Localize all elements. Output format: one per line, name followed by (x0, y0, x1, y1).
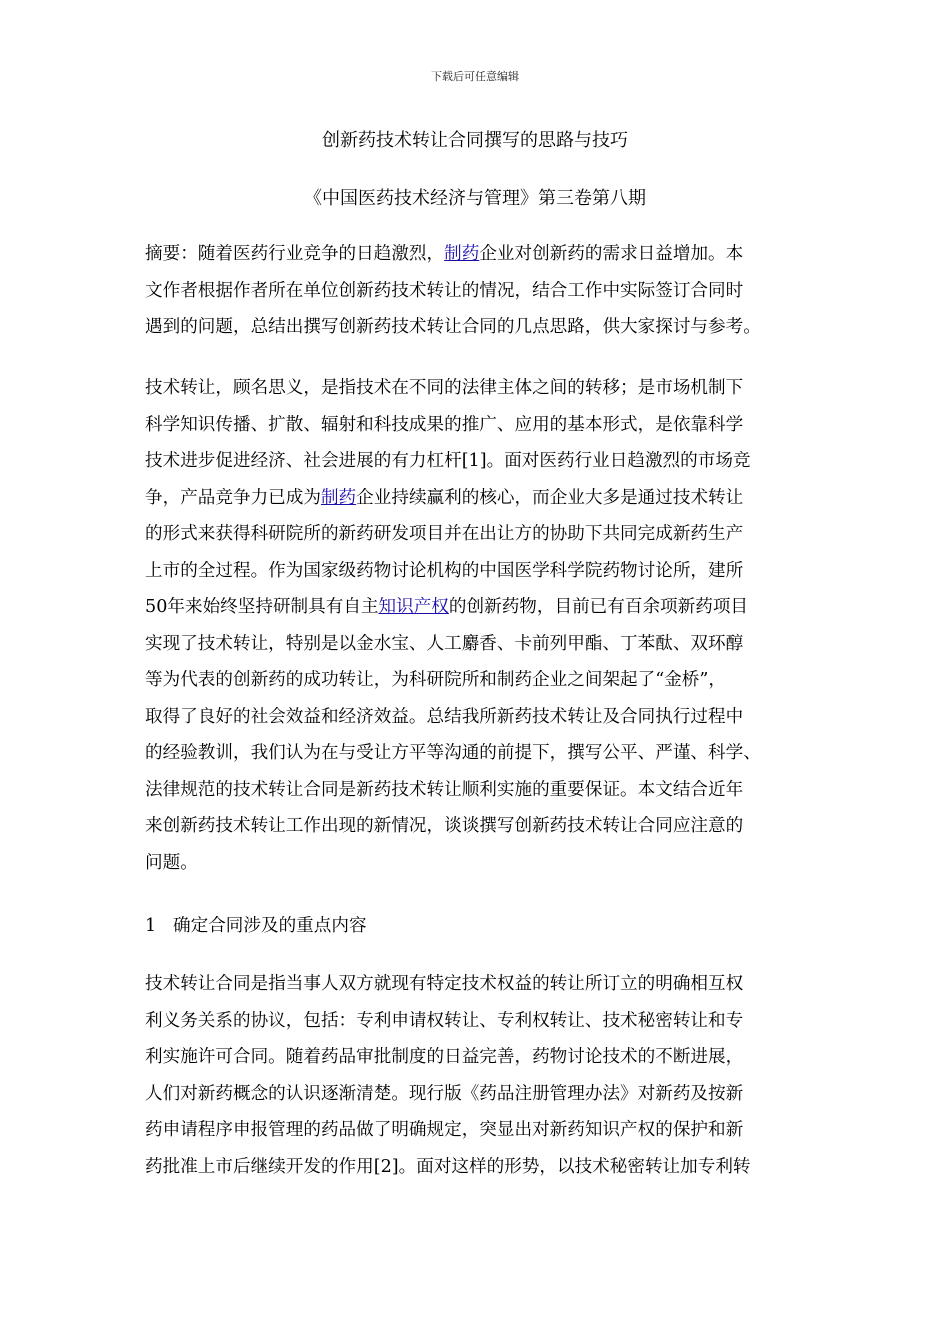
paragraph-line: 上市的全过程。作为国家级药物讨论机构的中国医学科学院药物讨论所，建所 (145, 560, 744, 581)
text-run: 摘要：随着医药行业竞争的日趋激烈， (145, 244, 445, 264)
body-paragraph-2 (145, 966, 813, 1185)
body-paragraph-1 (145, 370, 813, 881)
abstract-line: 文作者根据作者所在单位创新药技术转让的情况，结合工作中实际签订合同时 (145, 280, 744, 301)
abstract-line (145, 236, 813, 273)
paragraph-line: 技术转让合同是指当事人双方就现有特定技术权益的转让所订立的明确相互权 (145, 974, 744, 994)
paragraph-line (145, 480, 813, 517)
paragraph-line: 的经验教训，我们认为在与受让方平等沟通的前提下，撰写公平、严谨、科学、 (145, 743, 761, 763)
paragraph-line: 来创新药技术转让工作出现的新情况，谈谈撰写创新药技术转让合同应注意的 (145, 816, 744, 836)
header-note: 下载后可任意编辑 (431, 70, 519, 83)
section-number: 1 (145, 916, 157, 936)
section-title: 确定合同涉及的重点内容 (173, 916, 367, 936)
paragraph-line: 科学知识传播、扩散、辐射和科技成果的推广、应用的基本形式，是依靠科学 (145, 414, 744, 435)
abstract-paragraph (145, 236, 813, 346)
text-run: 企业持续赢利的核心，而企业大多是通过技术转让 (356, 487, 744, 508)
paragraph-line: 药批准上市后继续开发的作用[2]。面对这样的形势，以技术秘密转让加专利转 (145, 1156, 751, 1177)
document-title: 创新药技术转让合同撰写的思路与技巧 (322, 130, 628, 151)
paragraph-line: 实现了技术转让，特别是以金水宝、人工麝香、卡前列甲酯、丁苯酞、双环醇 (145, 633, 744, 654)
paragraph-line (145, 589, 813, 626)
abstract-line: 遇到的问题，总结出撰写创新药技术转让合同的几点思路，供大家探讨与参考。 (145, 317, 761, 337)
text-run: 争，产品竞争力已成为 (145, 487, 321, 508)
paragraph-line: 人们对新药概念的认识逐渐清楚。现行版《药品注册管理办法》对新药及按新 (145, 1083, 744, 1104)
paragraph-line: 技术转让，顾名思义，是指技术在不同的法律主体之间的转移；是市场机制下 (145, 378, 744, 398)
paragraph-line: 问题。 (145, 852, 198, 873)
link-pharmaceutical[interactable]: 制药 (444, 244, 480, 264)
paragraph-line: 利义务关系的协议，包括：专利申请权转让、专利权转让、技术秘密转让和专 (145, 1010, 744, 1031)
paragraph-line: 技术进步促进经济、社会进展的有力杠杆[1]。面对医药行业日趋激烈的市场竞 (145, 451, 751, 471)
journal-citation: 《中国医药技术经济与管理》第三卷第八期 (304, 188, 646, 209)
paragraph-line: 取得了良好的社会效益和经济效益。总结我所新药技术转让及合同执行过程中 (145, 706, 744, 727)
section-heading (145, 912, 367, 937)
link-intellectual-property[interactable]: 知识产权 (378, 597, 449, 617)
paragraph-line: 法律规范的技术转让合同是新药技术转让顺利实施的重要保证。本文结合近年 (145, 779, 744, 800)
paragraph-line: 利实施许可合同。随着药品审批制度的日益完善，药物讨论技术的不断进展， (145, 1047, 744, 1067)
text-run: 的创新药物，目前已有百余项新药项目 (448, 597, 749, 617)
link-pharmaceutical[interactable]: 制药 (320, 487, 357, 508)
paragraph-line: 的形式来获得科研院所的新药研发项目并在出让方的协助下共同完成新药生产 (145, 524, 744, 544)
paragraph-line: 等为代表的创新药的成功转让，为科研院所和制药企业之间架起了“金桥”， (145, 670, 726, 690)
text-run: 50年来始终坚持研制具有自主 (145, 597, 379, 617)
text-run: 企业对创新药的需求日益增加。本 (479, 244, 744, 264)
paragraph-line: 药申请程序申报管理的药品做了明确规定，突显出对新药知识产权的保护和新 (145, 1120, 744, 1140)
